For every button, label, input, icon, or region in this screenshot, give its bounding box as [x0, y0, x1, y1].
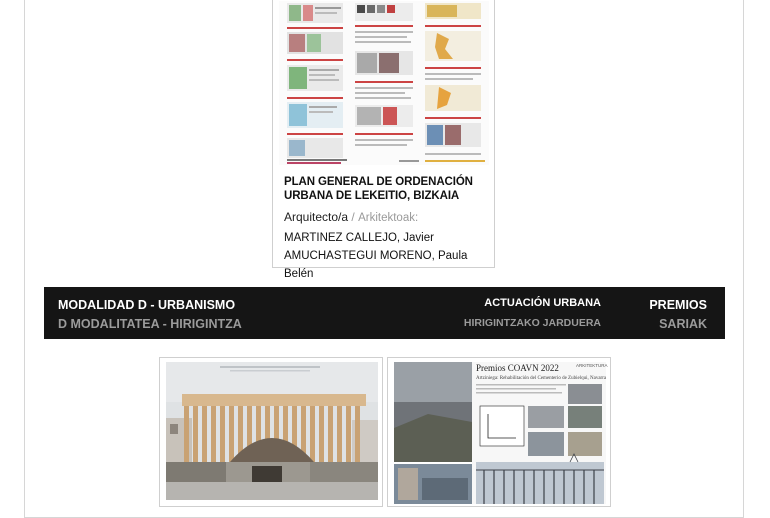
- architect-label-es: Arquitecto/a: [284, 210, 349, 224]
- entry-poster-thumbnail[interactable]: [160, 358, 383, 507]
- architect-names: [284, 229, 494, 283]
- category-band: [44, 287, 725, 339]
- poster-brand: ARKITEKTURA: [576, 363, 608, 368]
- architect-label-line: [284, 210, 494, 226]
- entry-poster-thumbnail[interactable]: [388, 358, 611, 507]
- poster-heading: Premios COAVN 2022: [476, 363, 559, 373]
- prize-label-eu: SARIAK: [659, 317, 707, 331]
- award-type-es: ACTUACIÓN URBANA: [484, 297, 601, 309]
- architect-label-separator: /: [351, 210, 355, 224]
- award-type-eu: HIRIGINTZAKO JARDUERA: [463, 317, 601, 329]
- prize-label-es: PREMIOS: [649, 298, 707, 312]
- architect-name: AMUCHASTEGUI MORENO, Paula Belén: [284, 250, 468, 280]
- modality-title-es: MODALIDAD D - URBANISMO: [58, 298, 236, 312]
- modality-title-eu: D MODALITATEA - HIRIGINTZA: [58, 317, 242, 331]
- poster-illustration: [279, 1, 489, 165]
- entry-card[interactable]: [387, 357, 611, 507]
- featured-poster-thumbnail[interactable]: [279, 1, 489, 165]
- architect-name: MARTINEZ CALLEJO, Javier: [284, 232, 434, 244]
- architect-label-eu: Arkitektoak:: [358, 212, 419, 224]
- poster-subheading: Artziniega: Rehabilitación del Cementerio de Zubielqui, Navarra: [476, 376, 607, 381]
- featured-project-card[interactable]: [272, 0, 495, 280]
- featured-project-title[interactable]: PLAN GENERAL DE ORDENACIÓN URBANA DE LEKEITIO, BIZKAIA: [284, 176, 473, 202]
- entry-card[interactable]: [159, 357, 383, 507]
